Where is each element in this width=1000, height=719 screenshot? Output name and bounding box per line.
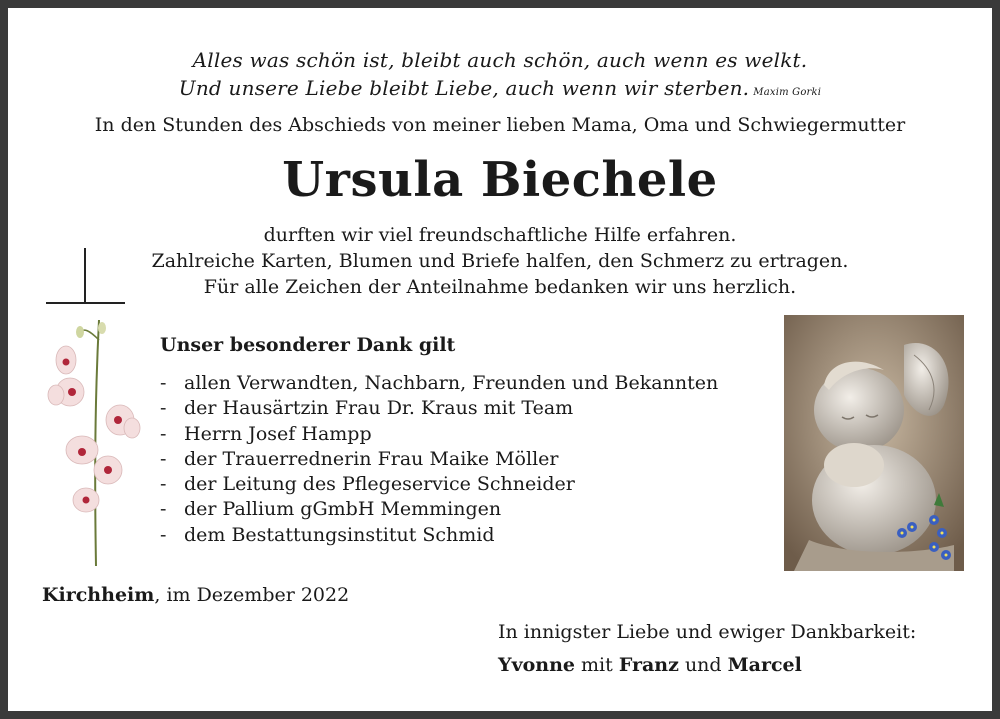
signatory-3: Marcel — [727, 654, 802, 676]
quote-line-2 — [8, 74, 992, 107]
cross-icon-bar — [46, 302, 125, 304]
orchid-icon — [44, 320, 144, 566]
list-item: - allen Verwandten, Nachbarn, Freunden und Bekannten — [160, 371, 718, 396]
place: Kirchheim — [42, 584, 155, 606]
body-line-2: Zahlreiche Karten, Blumen und Briefe halfen, den Schmerz zu ertragen. — [151, 250, 849, 272]
thanks-list — [160, 371, 718, 548]
signatory-2: Franz — [618, 654, 679, 676]
list-item: - Herrn Josef Hampp — [160, 422, 718, 447]
list-item: - der Hausärtzin Frau Dr. Kraus mit Team — [160, 396, 718, 421]
cross-icon — [84, 248, 86, 304]
quote-line-1: Alles was schön ist, bleibt auch schön, auch wenn es welkt. — [192, 48, 808, 72]
list-item: - dem Bestattungsinstitut Schmid — [160, 523, 718, 548]
signatory-1: Yvonne — [498, 654, 575, 676]
body-line-3: Für alle Zeichen der Anteilnahme bedanken wir uns herzlich. — [203, 276, 797, 298]
quote-author: Maxim Gorki — [753, 87, 822, 98]
list-item: - der Pallium gGmbH Memmingen — [160, 497, 718, 522]
closing-line: In innigster Liebe und ewiger Dankbarkeit: — [498, 621, 917, 643]
connector-mit: mit — [575, 654, 619, 676]
intro-text: In den Stunden des Abschieds von meiner lieben Mama, Oma und Schwiegermutter — [94, 114, 906, 136]
list-item: - der Leitung des Pflegeservice Schneider — [160, 472, 718, 497]
angel-photo — [784, 315, 964, 571]
place-date — [42, 584, 349, 606]
body-line-1: durften wir viel freundschaftliche Hilfe erfahren. — [263, 224, 737, 246]
closing — [498, 616, 916, 682]
obituary-card — [8, 8, 992, 711]
connector-und: und — [678, 654, 728, 676]
date: , im Dezember 2022 — [154, 584, 350, 606]
quote — [8, 46, 992, 107]
deceased-name: Ursula Biechele — [282, 152, 718, 208]
thanks-heading: Unser besonderer Dank gilt — [160, 334, 456, 356]
quote-line-2-text: Und unsere Liebe bleibt Liebe, auch wenn wir sterben. — [178, 76, 750, 100]
list-item: - der Trauerrednerin Frau Maike Möller — [160, 447, 718, 472]
body-text — [8, 222, 992, 300]
signatories — [498, 649, 916, 682]
